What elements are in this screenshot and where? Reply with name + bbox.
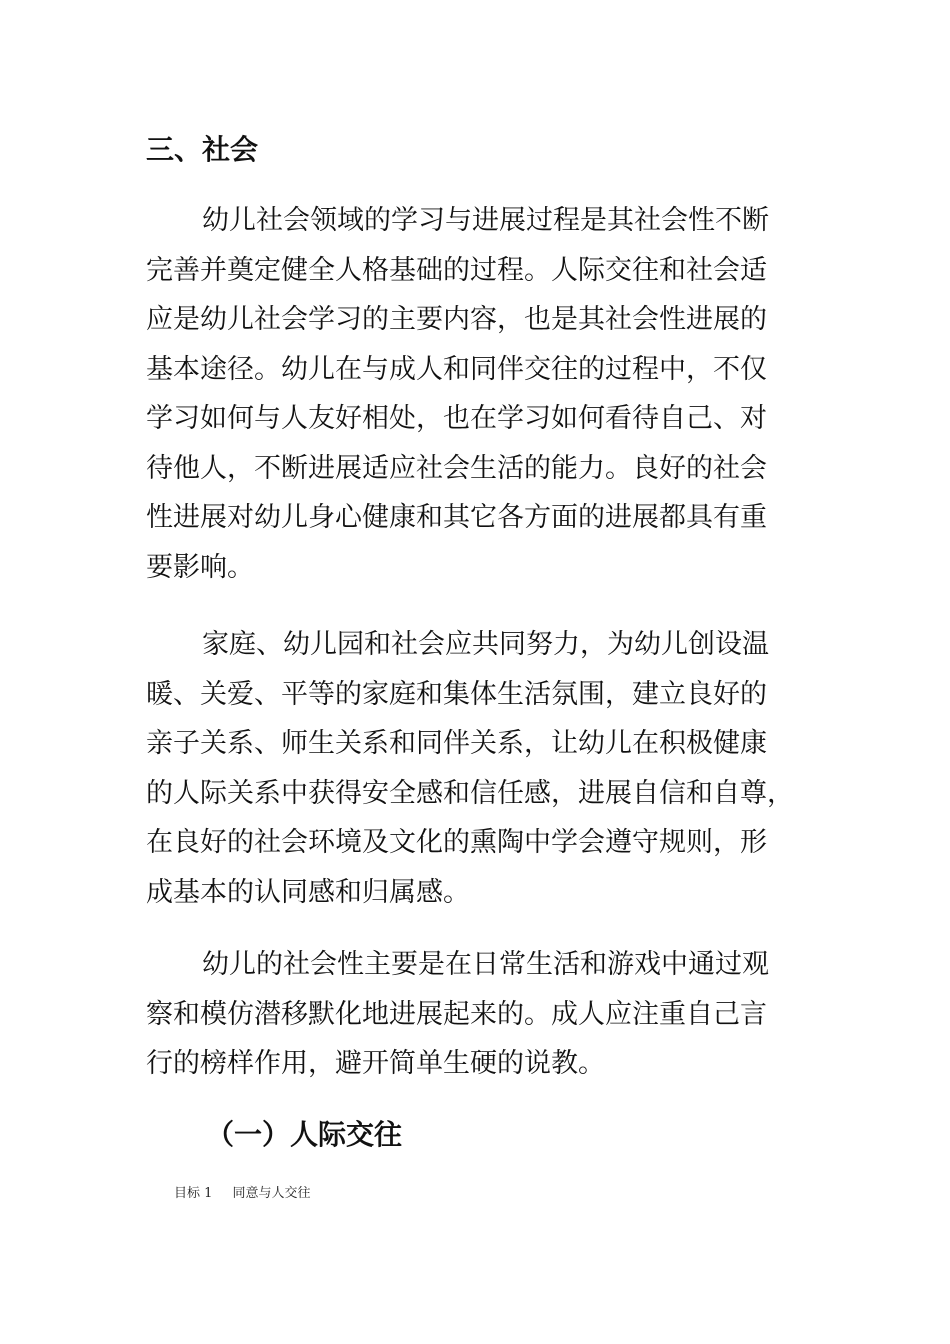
paragraph-line: 行的榜样作用，避开简单生硬的说教。 [146, 1048, 605, 1079]
paragraph-line: 家庭、幼儿园和社会应共同努力，为幼儿创设温 [202, 629, 769, 660]
paragraph [146, 620, 826, 917]
paragraph-line: 性进展对幼儿身心健康和其它各方面的进展都具有重 [146, 502, 767, 533]
paragraph [146, 196, 826, 592]
section-title: 三、社会 [146, 133, 259, 166]
paragraph-line: 幼儿社会领域的学习与进展过程是其社会性不断 [202, 205, 769, 236]
paragraph-line: 基本途径。幼儿在与成人和同伴交往的过程中，不仅 [146, 353, 767, 385]
paragraph-line: 完善并奠定健全人格基础的过程。人际交往和社会适 [146, 254, 767, 286]
goal-text: 同意与人交往 [232, 1186, 311, 1201]
paragraph-line: 亲子关系、师生关系和同伴关系，让幼儿在积极健康 [146, 728, 767, 759]
paragraph-line: 待他人，不断进展适应社会生活的能力。良好的社会 [146, 452, 767, 484]
paragraph-line: 应是幼儿社会学习的主要内容，也是其社会性进展的 [146, 304, 767, 335]
goal-heading [174, 1184, 311, 1204]
paragraph [146, 940, 826, 1089]
paragraph-line: 暖、关爱、平等的家庭和集体生活氛围，建立良好的 [146, 678, 767, 710]
goal-number: 目标 1 [174, 1186, 213, 1201]
paragraph-line: 成基本的认同感和归属感。 [146, 876, 470, 908]
paragraph-line: 幼儿的社会性主要是在日常生活和游戏中通过观 [202, 949, 769, 980]
paragraph-line: 要影响。 [146, 551, 254, 583]
paragraph-line: 学习如何与人友好相处，也在学习如何看待自己、对 [146, 403, 767, 434]
paragraph-line: 察和模仿潜移默化地进展起来的。成人应注重自己言 [146, 998, 767, 1030]
paragraph-line: 在良好的社会环境及文化的熏陶中学会遵守规则，形 [146, 827, 767, 858]
subsection-title: （一）人际交往 [206, 1118, 403, 1151]
paragraph-line: 的人际关系中获得安全感和信任感，进展自信和自尊， [146, 777, 794, 809]
